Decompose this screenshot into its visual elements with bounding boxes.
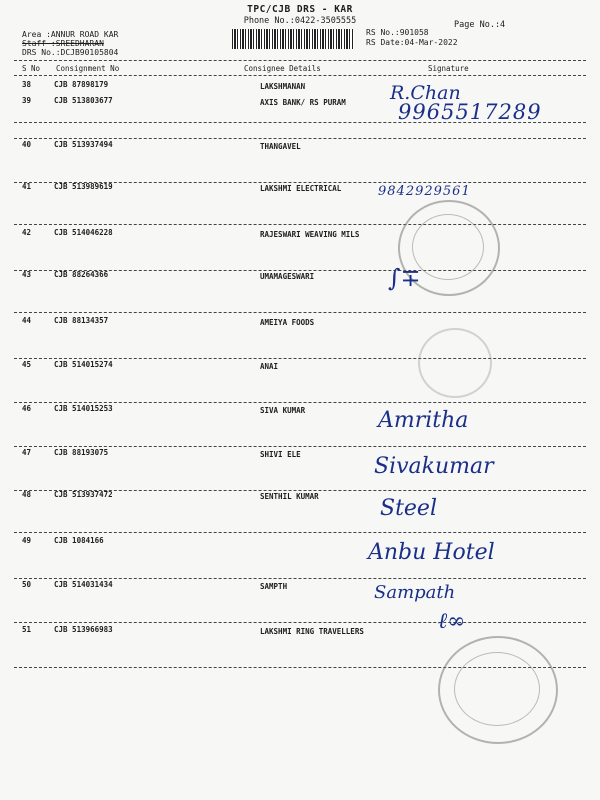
row-consignee-name: AXIS BANK/ RS PURAM	[260, 98, 346, 107]
signature-40-phone: 9842929561	[378, 184, 471, 199]
row-consignment-no: CJB 514046228	[54, 228, 113, 237]
row-sno: 39	[22, 96, 32, 105]
stamp-seal-bottom	[438, 636, 558, 744]
signature-38-name: R.Chan	[390, 82, 461, 104]
signature-49: Sampath	[374, 582, 456, 603]
row-sno: 50	[22, 580, 32, 589]
header-divider-top	[14, 60, 586, 61]
row-divider	[14, 138, 586, 139]
row-sno: 51	[22, 625, 32, 634]
col-sno: S No	[22, 64, 41, 73]
row-consignee-name: RAJESWARI WEAVING MILS	[260, 230, 360, 239]
phone-number: Phone No.:0422-3505555	[243, 16, 357, 26]
drs-number: DRS No.:DCJB90105804	[22, 48, 119, 57]
row-sno: 38	[22, 80, 32, 89]
row-consignee-name: SAMPTH	[260, 582, 288, 591]
page-number: Page No.:4	[454, 20, 506, 30]
row-consignee-name: SENTHIL KUMAR	[260, 492, 319, 501]
row-consignment-no: CJB 88134357	[54, 316, 109, 325]
row-consignment-no: CJB 88264366	[54, 270, 109, 279]
row-consignee-name: LAKSHMANAN	[260, 82, 306, 91]
row-consignee-name: LAKSHMI ELECTRICAL	[260, 184, 342, 193]
row-consignment-no: CJB 513937472	[54, 490, 113, 499]
row-sno: 44	[22, 316, 32, 325]
row-sno: 40	[22, 140, 32, 149]
row-consignment-no: CJB 1084166	[54, 536, 104, 545]
signature-48: Anbu Hotel	[368, 540, 495, 565]
row-divider	[14, 358, 586, 359]
row-consignment-no: CJB 513966983	[54, 625, 113, 634]
stamp-seal-faint	[418, 328, 492, 398]
rs-number: RS No.:901058	[366, 28, 429, 37]
signature-42: ∫∓	[388, 264, 421, 292]
row-divider	[14, 622, 586, 623]
row-divider	[14, 402, 586, 403]
rs-info-block	[366, 28, 458, 48]
row-consignee-name: ANAI	[260, 362, 279, 371]
staff-label: Staff :SREEDHARAN	[22, 39, 104, 48]
col-consignment: Consignment No	[56, 64, 120, 73]
row-consignee-name: AMEIYA FOODS	[260, 318, 315, 327]
row-sno: 48	[22, 490, 32, 499]
row-consignment-no: CJB 88193075	[54, 448, 109, 457]
row-divider	[14, 312, 586, 313]
row-sno: 49	[22, 536, 32, 545]
signature-47: Steel	[380, 496, 437, 521]
row-consignment-no: CJB 513989619	[54, 182, 113, 191]
rs-date: RS Date:04-Mar-2022	[366, 38, 458, 47]
row-divider	[14, 446, 586, 447]
header-center	[0, 4, 600, 26]
signature-46: Sivakumar	[374, 454, 494, 479]
row-consignment-no: CJB 513803677	[54, 96, 113, 105]
area-staff-block	[22, 30, 118, 57]
area-label: Area :ANNUR ROAD KAR	[22, 30, 119, 39]
row-consignment-no: CJB 514031434	[54, 580, 113, 589]
row-sno: 45	[22, 360, 32, 369]
header-divider-bottom	[14, 75, 586, 76]
signature-50: ℓ∞	[438, 609, 466, 634]
row-divider	[14, 532, 586, 533]
signature-45: Amritha	[378, 408, 469, 433]
row-sno: 46	[22, 404, 32, 413]
report-title: TPC/CJB DRS - KAR	[247, 4, 353, 15]
row-consignment-no: CJB 87898179	[54, 80, 109, 89]
col-signature: Signature	[428, 64, 469, 73]
row-divider	[14, 578, 586, 579]
row-consignee-name: LAKSHMI RING TRAVELLERS	[260, 627, 364, 636]
row-sno: 43	[22, 270, 32, 279]
row-consignee-name: SIVA KUMAR	[260, 406, 306, 415]
row-consignment-no: CJB 514015274	[54, 360, 113, 369]
barcode	[232, 29, 354, 49]
row-divider	[14, 224, 586, 225]
row-sno: 42	[22, 228, 32, 237]
signature-38-phone: 9965517289	[398, 100, 542, 124]
row-consignee-name: SHIVI ELE	[260, 450, 301, 459]
row-consignee-name: UMAMAGESWARI	[260, 272, 315, 281]
row-consignee-name: THANGAVEL	[260, 142, 301, 151]
row-sno: 41	[22, 182, 32, 191]
row-sno: 47	[22, 448, 32, 457]
row-consignment-no: CJB 514015253	[54, 404, 113, 413]
row-consignment-no: CJB 513937494	[54, 140, 113, 149]
col-consignee: Consignee Details	[244, 64, 321, 73]
